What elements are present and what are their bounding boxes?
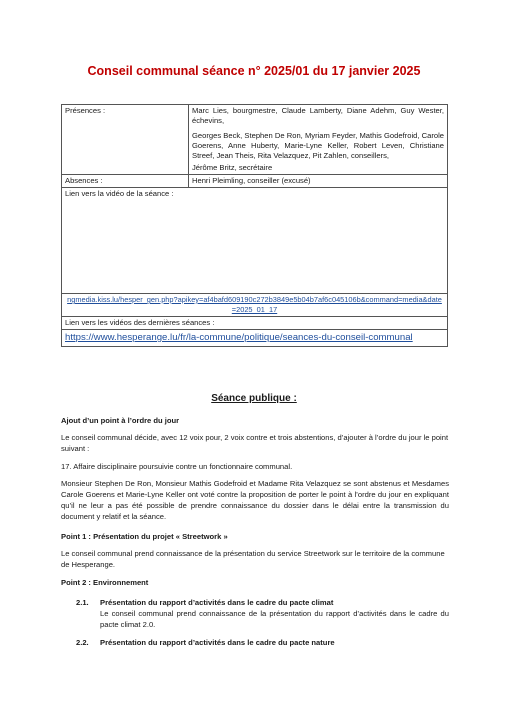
page-title: Conseil communal séance n° 2025/01 du 17 janvier 2025 <box>87 64 421 78</box>
absences-value: Henri Pleimling, conseiller (excusé) <box>189 175 448 188</box>
point1-heading: Point 1 : Présentation du projet « Streetwork » <box>61 532 228 541</box>
para-streetwork: Le conseil communal prend connaissance de la présentation du service Streetwork sur le territoire de la commune de Hesperange. <box>61 549 445 569</box>
presences-value: Marc Lies, bourgmestre, Claude Lamberty, Diane Adehm, Guy Wester, échevins, Georges Beck, Stephen De Ron, Myriam Feyder, Mathis Godefroid, Carole Goerens, Anne Huberty, Marie-Lyne Keller, Robert Leven, Christiane Streef, Jean Theis, Rita Velazquez, Pit Zahlen, conseillers, Jérôme Britz, secrétaire <box>189 105 448 175</box>
heading-ajout: Ajout d’un point à l’ordre du jour <box>61 416 180 425</box>
absences-label: Absences : <box>62 175 189 188</box>
videos-link[interactable]: https://www.hesperange.lu/fr/la-commune/politique/seances-du-conseil-communal <box>65 332 413 343</box>
point2-heading: Point 2 : Environnement <box>61 578 149 587</box>
video-link[interactable]: ngmedia.kiss.lu/hesper_gen.php?apikey=af4bafd609190c272b3849e5b04b7af6c045106b&command=media&date=2025_01_17 <box>62 294 448 317</box>
video-label: Lien vers la vidéo de la séance : <box>62 188 448 294</box>
attendance-table <box>61 104 448 347</box>
para-affaire: 17. Affaire disciplinaire poursuivie contre un fonctionnaire communal. <box>61 462 293 471</box>
videos-label: Lien vers les vidéos des dernières séances : <box>62 317 448 330</box>
subpoint-2-1: 2.1. Présentation du rapport d’activités dans le cadre du pacte climat Le conseil communal prend connaissance de la présentation du rapport d’activités dans le cadre du pacte climat 2.0. <box>76 598 449 629</box>
subpoint-2-2: 2.2. Présentation du rapport d’activités dans le cadre du pacte nature <box>76 638 335 647</box>
seance-title: Séance publique : <box>211 393 297 404</box>
para-abstentions: Monsieur Stephen De Ron, Monsieur Mathis Godefroid et Madame Rita Velazquez se sont abstenus et Mesdames Carole Goerens et Marie-Lyne Keller ont voté contre la proposition de porter le point à l’ordre du jour en expliquant qu’il ne leur a pas été possible de prendre connaissance du dossier dans le délai entre la transmission du document y relatif et la séance. <box>61 479 449 521</box>
videos-link-cell[interactable] <box>62 330 448 347</box>
para-decision: Le conseil communal décide, avec 12 voix pour, 2 voix contre et trois abstentions, d’ajouter à l’ordre du jour le point suivant : <box>61 433 449 453</box>
presences-label: Présences : <box>62 105 189 175</box>
